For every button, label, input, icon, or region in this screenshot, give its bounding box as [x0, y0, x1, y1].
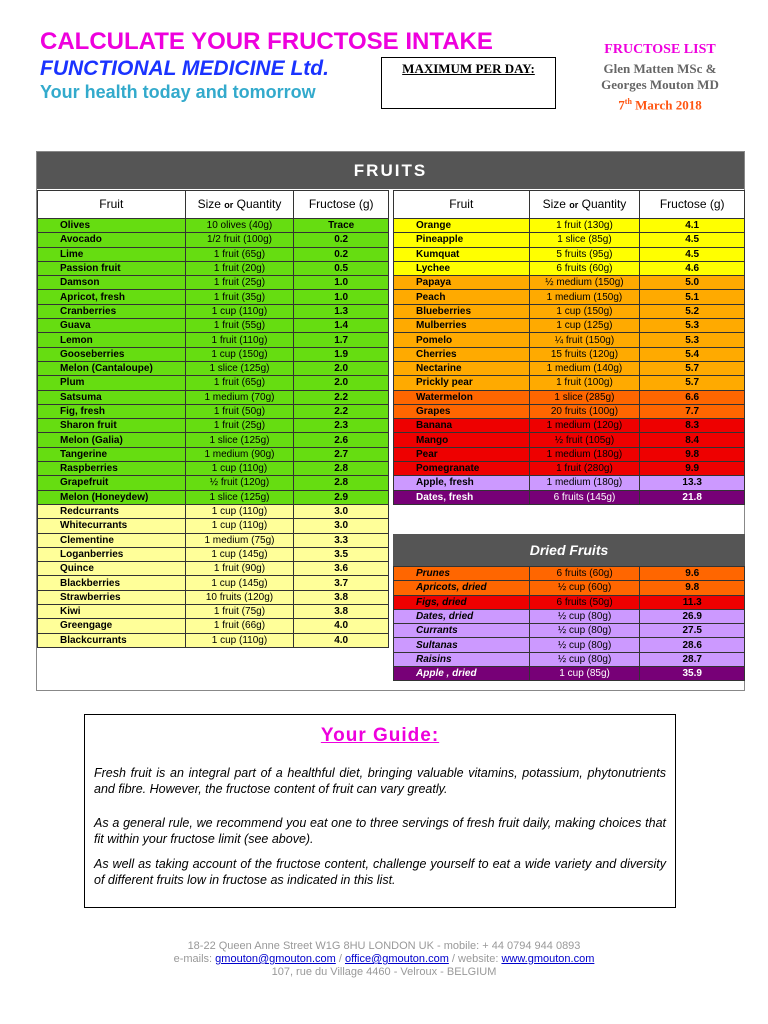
size-cell: 1 medium (150g)	[529, 290, 640, 304]
size-cell: 1 cup (110g)	[185, 504, 294, 518]
fruit-name-cell: Lychee	[394, 261, 530, 275]
fructose-cell: 4.1	[640, 219, 745, 233]
fruit-name-cell: Redcurrants	[38, 504, 186, 518]
fruit-name-cell: Mulberries	[394, 319, 530, 333]
tagline: Your health today and tomorrow	[40, 82, 316, 102]
fruit-name-cell: Greengage	[38, 619, 186, 633]
fructose-cell: 1.4	[294, 319, 389, 333]
size-cell: 6 fruits (50g)	[529, 595, 640, 609]
fructose-cell: 9.8	[640, 447, 745, 461]
fruit-name-cell: Whitecurrants	[38, 519, 186, 533]
fructose-cell: 3.5	[294, 547, 389, 561]
size-cell: 1 medium (180g)	[529, 476, 640, 490]
fruit-name-cell: Nectarine	[394, 361, 530, 375]
size-cell: ¼ fruit (150g)	[529, 333, 640, 347]
table-row	[394, 433, 745, 447]
size-cell: 1 medium (120g)	[529, 419, 640, 433]
fruit-name-cell: Quince	[38, 562, 186, 576]
footer-contacts: e-mails: gmouton@gmouton.com / office@gmouton.com / website: www.gmouton.com	[173, 953, 595, 965]
table-row	[394, 638, 745, 652]
fructose-cell: 2.6	[294, 433, 389, 447]
col-size: Size or Quantity	[529, 191, 640, 219]
table-row	[394, 624, 745, 638]
size-cell: 1 fruit (55g)	[185, 319, 294, 333]
size-cell: ½ fruit (105g)	[529, 433, 640, 447]
fruit-name-cell: Currants	[394, 624, 530, 638]
fruit-name-cell: Peach	[394, 290, 530, 304]
table-row	[394, 462, 745, 476]
table-row	[38, 447, 389, 461]
fructose-cell: 3.8	[294, 590, 389, 604]
fructose-cell: 3.8	[294, 605, 389, 619]
size-cell: 1 fruit (35g)	[185, 290, 294, 304]
fruit-name-cell: Apricot, fresh	[38, 290, 186, 304]
size-cell: 1 cup (85g)	[529, 667, 640, 681]
size-cell: 10 fruits (120g)	[185, 590, 294, 604]
table-row	[38, 361, 389, 375]
fruit-name-cell: Tangerine	[38, 447, 186, 461]
table-row	[38, 462, 389, 476]
fruit-name-cell: Grapes	[394, 404, 530, 418]
fructose-cell: 11.3	[640, 595, 745, 609]
table-row	[38, 547, 389, 561]
table-row	[394, 667, 745, 681]
fruit-name-cell: Olives	[38, 219, 186, 233]
col-size: Size or Quantity	[185, 191, 294, 219]
table-row	[394, 476, 745, 490]
fructose-cell: 8.3	[640, 419, 745, 433]
fructose-cell: 4.0	[294, 619, 389, 633]
table-row	[38, 347, 389, 361]
fructose-cell: 5.2	[640, 304, 745, 318]
table-row	[394, 261, 745, 275]
size-cell: 1 cup (150g)	[185, 347, 294, 361]
size-cell: ½ cup (80g)	[529, 624, 640, 638]
table-header	[38, 191, 389, 219]
table-row	[38, 605, 389, 619]
size-cell: 6 fruits (60g)	[529, 261, 640, 275]
col-fructose: Fructose (g)	[640, 191, 745, 219]
fruit-name-cell: Kiwi	[38, 605, 186, 619]
fruit-name-cell: Apple, fresh	[394, 476, 530, 490]
fructose-cell: 5.7	[640, 376, 745, 390]
size-cell: 1 fruit (110g)	[185, 333, 294, 347]
table-row	[394, 247, 745, 261]
fruit-name-cell: Melon (Galia)	[38, 433, 186, 447]
fruit-name-cell: Guava	[38, 319, 186, 333]
table-row	[394, 447, 745, 461]
fructose-cell: 2.0	[294, 361, 389, 375]
fructose-cell: 13.3	[640, 476, 745, 490]
table-row	[394, 652, 745, 666]
size-cell: 1 fruit (280g)	[529, 462, 640, 476]
fructose-cell: 5.3	[640, 319, 745, 333]
size-cell: ½ cup (80g)	[529, 652, 640, 666]
author-1: Glen Matten MSc &	[603, 61, 717, 76]
table-row	[38, 562, 389, 576]
fruit-name-cell: Clementine	[38, 533, 186, 547]
size-cell: 1 medium (140g)	[529, 361, 640, 375]
size-cell: 6 fruits (60g)	[529, 567, 640, 581]
table-row	[38, 490, 389, 504]
table-row	[38, 404, 389, 418]
fruit-name-cell: Passion fruit	[38, 261, 186, 275]
table-row	[38, 476, 389, 490]
size-cell: 6 fruits (145g)	[529, 490, 640, 504]
table-header	[394, 191, 745, 219]
size-cell: 20 fruits (100g)	[529, 404, 640, 418]
size-cell: 1 medium (90g)	[185, 447, 294, 461]
fructose-cell: 4.0	[294, 633, 389, 647]
table-row	[394, 361, 745, 375]
max-per-day-box[interactable]	[381, 57, 556, 109]
fructose-cell: 5.3	[640, 333, 745, 347]
table-row	[38, 433, 389, 447]
fruit-name-cell: Fig, fresh	[38, 404, 186, 418]
fructose-cell: 2.8	[294, 476, 389, 490]
size-cell: 1 cup (145g)	[185, 576, 294, 590]
table-row	[394, 595, 745, 609]
fructose-cell: 1.3	[294, 304, 389, 318]
table-row	[38, 276, 389, 290]
fruit-name-cell: Strawberries	[38, 590, 186, 604]
fruit-name-cell: Lime	[38, 247, 186, 261]
table-row	[38, 247, 389, 261]
table-row	[38, 419, 389, 433]
table-row	[38, 390, 389, 404]
size-cell: ½ cup (80g)	[529, 609, 640, 623]
fructose-cell: 2.2	[294, 404, 389, 418]
table-row	[394, 390, 745, 404]
fruit-name-cell: Melon (Cantaloupe)	[38, 361, 186, 375]
size-cell: 1 slice (125g)	[185, 433, 294, 447]
table-row	[394, 376, 745, 390]
table-row	[38, 376, 389, 390]
fruit-name-cell: Sharon fruit	[38, 419, 186, 433]
size-cell: 1 medium (75g)	[185, 533, 294, 547]
fruit-name-cell: Apple , dried	[394, 667, 530, 681]
size-cell: 1 cup (125g)	[529, 319, 640, 333]
table-row	[38, 619, 389, 633]
size-cell: 1/2 fruit (100g)	[185, 233, 294, 247]
list-title: FRUCTOSE LIST	[604, 42, 716, 57]
size-cell: 15 fruits (120g)	[529, 347, 640, 361]
fructose-cell: 1.0	[294, 290, 389, 304]
page-title: CALCULATE YOUR FRUCTOSE INTAKE	[40, 28, 493, 55]
table-row	[38, 290, 389, 304]
fructose-cell: 1.0	[294, 276, 389, 290]
list-date: 7th March 2018	[618, 97, 702, 113]
table-row	[38, 233, 389, 247]
fruit-name-cell: Apricots, dried	[394, 581, 530, 595]
size-cell: ½ cup (80g)	[529, 638, 640, 652]
fructose-cell: 0.2	[294, 233, 389, 247]
fructose-cell: 21.8	[640, 490, 745, 504]
table-row	[394, 581, 745, 595]
fruit-name-cell: Pineapple	[394, 233, 530, 247]
fructose-cell: 2.8	[294, 462, 389, 476]
size-cell: 1 slice (125g)	[185, 490, 294, 504]
fructose-cell: 5.1	[640, 290, 745, 304]
fruit-name-cell: Dates, fresh	[394, 490, 530, 504]
table-row	[38, 261, 389, 275]
fruit-name-cell: Pomelo	[394, 333, 530, 347]
fructose-cell: 3.6	[294, 562, 389, 576]
fructose-cell: 5.4	[640, 347, 745, 361]
size-cell: 1 fruit (75g)	[185, 605, 294, 619]
fructose-cell: 2.3	[294, 419, 389, 433]
size-cell: 1 fruit (65g)	[185, 247, 294, 261]
fruit-name-cell: Banana	[394, 419, 530, 433]
fruit-name-cell: Papaya	[394, 276, 530, 290]
size-cell: 1 medium (70g)	[185, 390, 294, 404]
fructose-cell: 9.8	[640, 581, 745, 595]
size-cell: 1 fruit (20g)	[185, 261, 294, 275]
size-cell: 1 fruit (25g)	[185, 419, 294, 433]
size-cell: 1 cup (110g)	[185, 462, 294, 476]
fruit-name-cell: Orange	[394, 219, 530, 233]
fructose-cell: 3.7	[294, 576, 389, 590]
guide-paragraph-2: As a general rule, we recommend you eat one to three servings of fresh fruit daily, making choices that fit within your fructose limit (see above).	[94, 816, 666, 846]
guide-heading: Your Guide:	[320, 725, 440, 746]
table-row	[38, 319, 389, 333]
fruit-name-cell: Cherries	[394, 347, 530, 361]
fruit-name-cell: Sultanas	[394, 638, 530, 652]
table-row	[394, 319, 745, 333]
fructose-cell: 0.2	[294, 247, 389, 261]
fruits-table-left	[37, 190, 389, 648]
table-row	[394, 333, 745, 347]
fruit-name-cell: Pear	[394, 447, 530, 461]
table-row	[394, 233, 745, 247]
fruit-name-cell: Blackcurrants	[38, 633, 186, 647]
table-row	[394, 404, 745, 418]
fructose-cell: 2.2	[294, 390, 389, 404]
fruit-name-cell: Loganberries	[38, 547, 186, 561]
guide-box	[84, 714, 676, 908]
size-cell: ½ medium (150g)	[529, 276, 640, 290]
size-cell: 5 fruits (95g)	[529, 247, 640, 261]
website-link[interactable]: www.gmouton.com	[501, 953, 595, 965]
fructose-cell: 35.9	[640, 667, 745, 681]
fruit-name-cell: Raspberries	[38, 462, 186, 476]
fructose-cell: 27.5	[640, 624, 745, 638]
table-row	[38, 519, 389, 533]
fruit-name-cell: Lemon	[38, 333, 186, 347]
email-link-gmouton[interactable]: gmouton@gmouton.com	[215, 953, 336, 965]
fruit-name-cell: Mango	[394, 433, 530, 447]
fructose-cell: 3.0	[294, 519, 389, 533]
fructose-cell: 2.0	[294, 376, 389, 390]
fructose-cell: 1.9	[294, 347, 389, 361]
col-fructose: Fructose (g)	[294, 191, 389, 219]
table-row	[394, 419, 745, 433]
size-cell: 1 fruit (65g)	[185, 376, 294, 390]
guide-paragraph-3: As well as taking account of the fructose content, challenge yourself to eat a wide variety and diversity of different fruits low in fructose as indicated in this list.	[94, 857, 666, 887]
email-link-office[interactable]: office@gmouton.com	[344, 953, 449, 965]
fructose-cell: 5.7	[640, 361, 745, 375]
fructose-cell: 4.6	[640, 261, 745, 275]
table-row	[394, 490, 745, 504]
table-row	[38, 533, 389, 547]
table-row	[38, 504, 389, 518]
fruit-name-cell: Prunes	[394, 567, 530, 581]
fruit-name-cell: Cranberries	[38, 304, 186, 318]
fructose-cell: 9.9	[640, 462, 745, 476]
size-cell: 1 slice (85g)	[529, 233, 640, 247]
size-cell: 1 fruit (90g)	[185, 562, 294, 576]
table-row	[38, 304, 389, 318]
fructose-cell: 0.5	[294, 261, 389, 275]
list-info	[585, 42, 735, 113]
fruit-name-cell: Melon (Honeydew)	[38, 490, 186, 504]
size-cell: 1 fruit (50g)	[185, 404, 294, 418]
col-fruit: Fruit	[394, 191, 530, 219]
fruit-name-cell: Dates, dried	[394, 609, 530, 623]
fructose-cell: 8.4	[640, 433, 745, 447]
size-cell: 1 fruit (25g)	[185, 276, 294, 290]
footer-belgium-address: 107, rue du Village 4460 - Velroux - BELGIUM	[271, 966, 497, 978]
fructose-cell: 2.9	[294, 490, 389, 504]
guide-paragraph-1: Fresh fruit is an integral part of a healthful diet, bringing valuable vitamins, potassium, phytonutrients and fibre. However, the fructose content of fruit can vary greatly.	[94, 766, 666, 796]
fructose-cell: 4.5	[640, 247, 745, 261]
footer-address: 18-22 Queen Anne Street W1G 8HU LONDON UK - mobile: + 44 0794 944 0893	[187, 940, 581, 952]
table-row	[38, 590, 389, 604]
fruit-name-cell: Avocado	[38, 233, 186, 247]
table-row	[38, 333, 389, 347]
fruit-name-cell: Blueberries	[394, 304, 530, 318]
fruit-name-cell: Plum	[38, 376, 186, 390]
size-cell: 1 fruit (100g)	[529, 376, 640, 390]
size-cell: 1 cup (110g)	[185, 304, 294, 318]
fruits-heading: FRUITS	[37, 152, 744, 189]
fruit-name-cell: Pomegranate	[394, 462, 530, 476]
fruit-name-cell: Satsuma	[38, 390, 186, 404]
table-row	[394, 219, 745, 233]
table-row	[394, 347, 745, 361]
size-cell: ½ cup (60g)	[529, 581, 640, 595]
size-cell: 1 slice (125g)	[185, 361, 294, 375]
table-row	[38, 633, 389, 647]
dried-fruits-table	[393, 566, 745, 681]
size-cell: 1 cup (110g)	[185, 519, 294, 533]
table-row	[394, 290, 745, 304]
size-cell: 1 fruit (66g)	[185, 619, 294, 633]
size-cell: 1 cup (150g)	[529, 304, 640, 318]
fruit-name-cell: Raisins	[394, 652, 530, 666]
size-cell: 1 cup (110g)	[185, 633, 294, 647]
fruit-name-cell: Figs, dried	[394, 595, 530, 609]
size-cell: 1 slice (285g)	[529, 390, 640, 404]
fructose-cell: 5.0	[640, 276, 745, 290]
table-row	[38, 219, 389, 233]
fruit-name-cell: Blackberries	[38, 576, 186, 590]
fructose-cell: 3.3	[294, 533, 389, 547]
fruit-name-cell: Kumquat	[394, 247, 530, 261]
size-cell: 10 olives (40g)	[185, 219, 294, 233]
fruits-table-right	[393, 190, 745, 505]
table-row	[394, 304, 745, 318]
table-row	[394, 276, 745, 290]
size-cell: 1 cup (145g)	[185, 547, 294, 561]
fructose-cell: 7.7	[640, 404, 745, 418]
fruit-name-cell: Gooseberries	[38, 347, 186, 361]
fruit-name-cell: Grapefruit	[38, 476, 186, 490]
fructose-cell: 9.6	[640, 567, 745, 581]
size-cell: ½ fruit (120g)	[185, 476, 294, 490]
author-2: Georges Mouton MD	[601, 77, 719, 92]
fructose-cell: 28.7	[640, 652, 745, 666]
fructose-cell: 2.7	[294, 447, 389, 461]
fruit-name-cell: Damson	[38, 276, 186, 290]
fruit-name-cell: Watermelon	[394, 390, 530, 404]
fructose-cell: 3.0	[294, 504, 389, 518]
fructose-cell: 26.9	[640, 609, 745, 623]
fructose-cell: 4.5	[640, 233, 745, 247]
col-fruit: Fruit	[38, 191, 186, 219]
table-row	[394, 567, 745, 581]
size-cell: 1 fruit (130g)	[529, 219, 640, 233]
size-cell: 1 medium (180g)	[529, 447, 640, 461]
fructose-cell: 28.6	[640, 638, 745, 652]
table-row	[394, 609, 745, 623]
dried-fruits-heading: Dried Fruits	[393, 534, 745, 566]
company-name: FUNCTIONAL MEDICINE Ltd.	[40, 57, 329, 80]
fruit-name-cell: Prickly pear	[394, 376, 530, 390]
table-row	[38, 576, 389, 590]
fructose-cell: 6.6	[640, 390, 745, 404]
fructose-cell: Trace	[294, 219, 389, 233]
fructose-cell: 1.7	[294, 333, 389, 347]
max-per-day-label: MAXIMUM PER DAY:	[402, 61, 535, 76]
